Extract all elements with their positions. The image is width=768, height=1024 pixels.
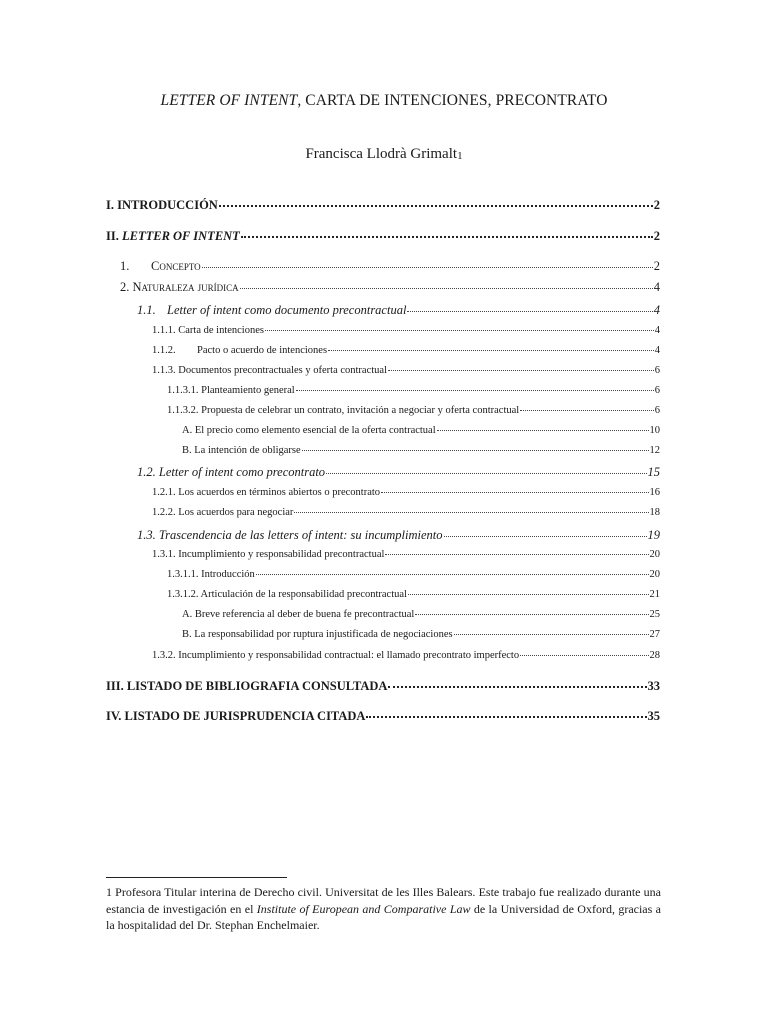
- toc-page: 2: [653, 198, 660, 212]
- toc-label: [137, 304, 406, 317]
- toc-label: 1.2.1. Los acuerdos en términos abiertos o precontrato: [152, 487, 381, 498]
- toc-leader: [388, 370, 654, 371]
- toc-page: 20: [649, 549, 660, 560]
- toc-leader: [520, 655, 648, 656]
- toc-leader: [296, 390, 654, 391]
- toc-entry-terminos-abiertos[interactable]: [152, 488, 660, 499]
- toc-num: 1.1.: [137, 303, 156, 317]
- toc-label-text: Pacto o acuerdo de intenciones: [197, 345, 328, 356]
- footnote-text-1: 1 Profesora Titular interina de Derecho civil. Universitat de les Illes Balears. Este trabajo fue realizado durante una estancia de investigación en el: [106, 885, 661, 916]
- toc-label: 1.3. Trascendencia de las letters of intent: su incumplimiento: [137, 528, 443, 542]
- toc-label: 1.1.3.1. Planteamiento general: [167, 385, 295, 396]
- toc-label-text: Naturaleza jurídica: [132, 280, 239, 294]
- toc-label: [106, 230, 240, 243]
- toc-page: 4: [654, 325, 660, 336]
- toc-label: 1.1.3. Documentos precontractuales y oferta contractual: [152, 365, 387, 376]
- toc-page: 19: [647, 528, 660, 542]
- document-title: [0, 92, 768, 110]
- toc-leader: [388, 686, 646, 688]
- toc-entry-carta-intenciones[interactable]: [152, 326, 660, 337]
- toc-leader: [381, 492, 648, 493]
- toc-leader: [240, 288, 653, 289]
- toc-leader: [454, 634, 649, 635]
- toc-page: 28: [649, 650, 660, 661]
- toc-page: 4: [654, 345, 660, 356]
- footnote-text-2: de la Universidad de Oxford, gracias a la hospitalidad del Dr. Stephan Enchelmaier.: [106, 901, 661, 932]
- toc-entry-documentos-precontractuales[interactable]: [152, 366, 660, 377]
- toc-entry-acuerdos-negociar[interactable]: [152, 508, 660, 519]
- toc-entry-pacto-acuerdo[interactable]: [152, 346, 660, 357]
- toc-leader: [415, 614, 648, 615]
- toc-label: B. La intención de obligarse: [182, 445, 301, 456]
- toc-label: 1.1.1. Carta de intenciones: [152, 325, 264, 336]
- toc-page: 6: [654, 405, 660, 416]
- toc-leader: [408, 594, 649, 595]
- toc-label: B. La responsabilidad por ruptura injustificada de negociaciones: [182, 629, 453, 640]
- toc-entry-precontrato[interactable]: [137, 466, 660, 479]
- toc-num: 1.: [120, 259, 130, 273]
- toc-label: I. INTRODUCCIÓN: [106, 198, 218, 212]
- toc-num: 2.: [120, 280, 130, 294]
- toc-page: 16: [649, 487, 660, 498]
- toc-leader: [219, 205, 653, 207]
- toc-entry-precontrato-imperfecto[interactable]: [152, 651, 660, 662]
- toc-label: IV. LISTADO DE JURISPRUDENCIA CITADA: [106, 709, 366, 723]
- toc-page: 6: [654, 385, 660, 396]
- toc-entry-planteamiento-general[interactable]: [167, 386, 660, 397]
- toc-page: 2: [653, 259, 660, 273]
- toc-label-italic: LETTER OF INTENT: [121, 229, 240, 243]
- toc-num: 1.1.2.: [152, 345, 176, 356]
- toc-entry-bibliografia[interactable]: [106, 680, 660, 693]
- toc-entry-introduccion[interactable]: [106, 199, 660, 212]
- toc-label: 1.3.2. Incumplimiento y responsabilidad contractual: el llamado precontrato imperfecto: [152, 650, 520, 661]
- toc-page: 2: [653, 229, 660, 243]
- toc-label: [120, 281, 239, 294]
- toc-page: 18: [649, 507, 660, 518]
- toc-page: 4: [653, 280, 660, 294]
- toc-leader: [385, 554, 648, 555]
- toc-label: [120, 260, 201, 273]
- author-line: [0, 146, 768, 163]
- toc-page: 4: [653, 303, 660, 317]
- toc-leader: [444, 536, 647, 537]
- toc-page: 10: [649, 425, 660, 436]
- toc-leader: [520, 410, 654, 411]
- toc-label: 1.2. Letter of intent como precontrato: [137, 465, 326, 479]
- toc-leader: [202, 267, 653, 268]
- toc-page: 25: [649, 609, 660, 620]
- toc-label: 1.2.2. Los acuerdos para negociar: [152, 507, 294, 518]
- toc-label: III. LISTADO DE BIBLIOGRAFIA CONSULTADA: [106, 679, 388, 693]
- author-name: Francisca Llodrà Grimalt: [305, 146, 458, 162]
- toc-leader: [326, 473, 646, 474]
- author-footnote-ref: 1: [457, 150, 463, 162]
- footnote-italic: Institute of European and Comparative Law: [256, 901, 471, 916]
- toc-leader: [265, 330, 654, 331]
- toc-label: A. El precio como elemento esencial de la oferta contractual: [182, 425, 436, 436]
- toc-page: 33: [647, 679, 660, 693]
- toc-entry-jurisprudencia[interactable]: [106, 710, 660, 723]
- toc-label-text: Letter of intent como documento precontractual: [167, 303, 407, 317]
- toc-page: 15: [647, 465, 660, 479]
- toc-label: 1.3.1.1. Introducción: [167, 569, 255, 580]
- toc-page: 35: [647, 709, 660, 723]
- footnote-separator: [106, 877, 287, 878]
- toc-entry-introduccion-1311[interactable]: [167, 570, 660, 581]
- toc-label: [152, 346, 327, 357]
- toc-leader: [294, 512, 648, 513]
- toc-page: 27: [649, 629, 660, 640]
- toc-leader: [366, 716, 646, 718]
- title-italic-part: LETTER OF INTENT: [160, 92, 298, 109]
- toc-leader: [302, 450, 649, 451]
- toc-label: 1.1.3.2. Propuesta de celebrar un contrato, invitación a negociar y oferta contractual: [167, 405, 520, 416]
- toc-entry-ruptura-injustificada[interactable]: [182, 630, 660, 641]
- toc-label-text: Concepto: [151, 259, 201, 273]
- toc-label-prefix: II.: [106, 229, 122, 243]
- toc-label: 1.3.1. Incumplimiento y responsabilidad precontractual: [152, 549, 385, 560]
- toc-entry-trascendencia[interactable]: [137, 529, 660, 542]
- toc-page: 20: [649, 569, 660, 580]
- toc-entry-intencion-obligarse[interactable]: [182, 446, 660, 457]
- toc-leader: [241, 236, 653, 238]
- toc-entry-buena-fe[interactable]: [182, 610, 660, 621]
- toc-entry-concepto[interactable]: [120, 260, 660, 273]
- toc-entry-naturaleza-juridica[interactable]: [120, 281, 660, 294]
- toc-leader: [256, 574, 649, 575]
- title-rest-part: , CARTA DE INTENCIONES, PRECONTRATO: [297, 92, 608, 109]
- toc-entry-precio-elemento[interactable]: [182, 426, 660, 437]
- toc-entry-letter-of-intent[interactable]: [106, 230, 660, 243]
- toc-label: A. Breve referencia al deber de buena fe precontractual: [182, 609, 415, 620]
- toc-leader: [437, 430, 649, 431]
- toc-leader: [407, 311, 652, 312]
- toc-leader: [328, 350, 654, 351]
- toc-label: 1.3.1.2. Articulación de la responsabilidad precontractual: [167, 589, 407, 600]
- toc-entry-documento-precontractual[interactable]: [137, 304, 660, 317]
- toc-entry-responsabilidad-precontractual[interactable]: [152, 550, 660, 561]
- toc-entry-articulacion[interactable]: [167, 590, 660, 601]
- toc-entry-propuesta-celebrar[interactable]: [167, 406, 660, 417]
- footnote: [106, 884, 661, 934]
- toc-page: 21: [649, 589, 660, 600]
- toc-page: 12: [649, 445, 660, 456]
- toc-page: 6: [654, 365, 660, 376]
